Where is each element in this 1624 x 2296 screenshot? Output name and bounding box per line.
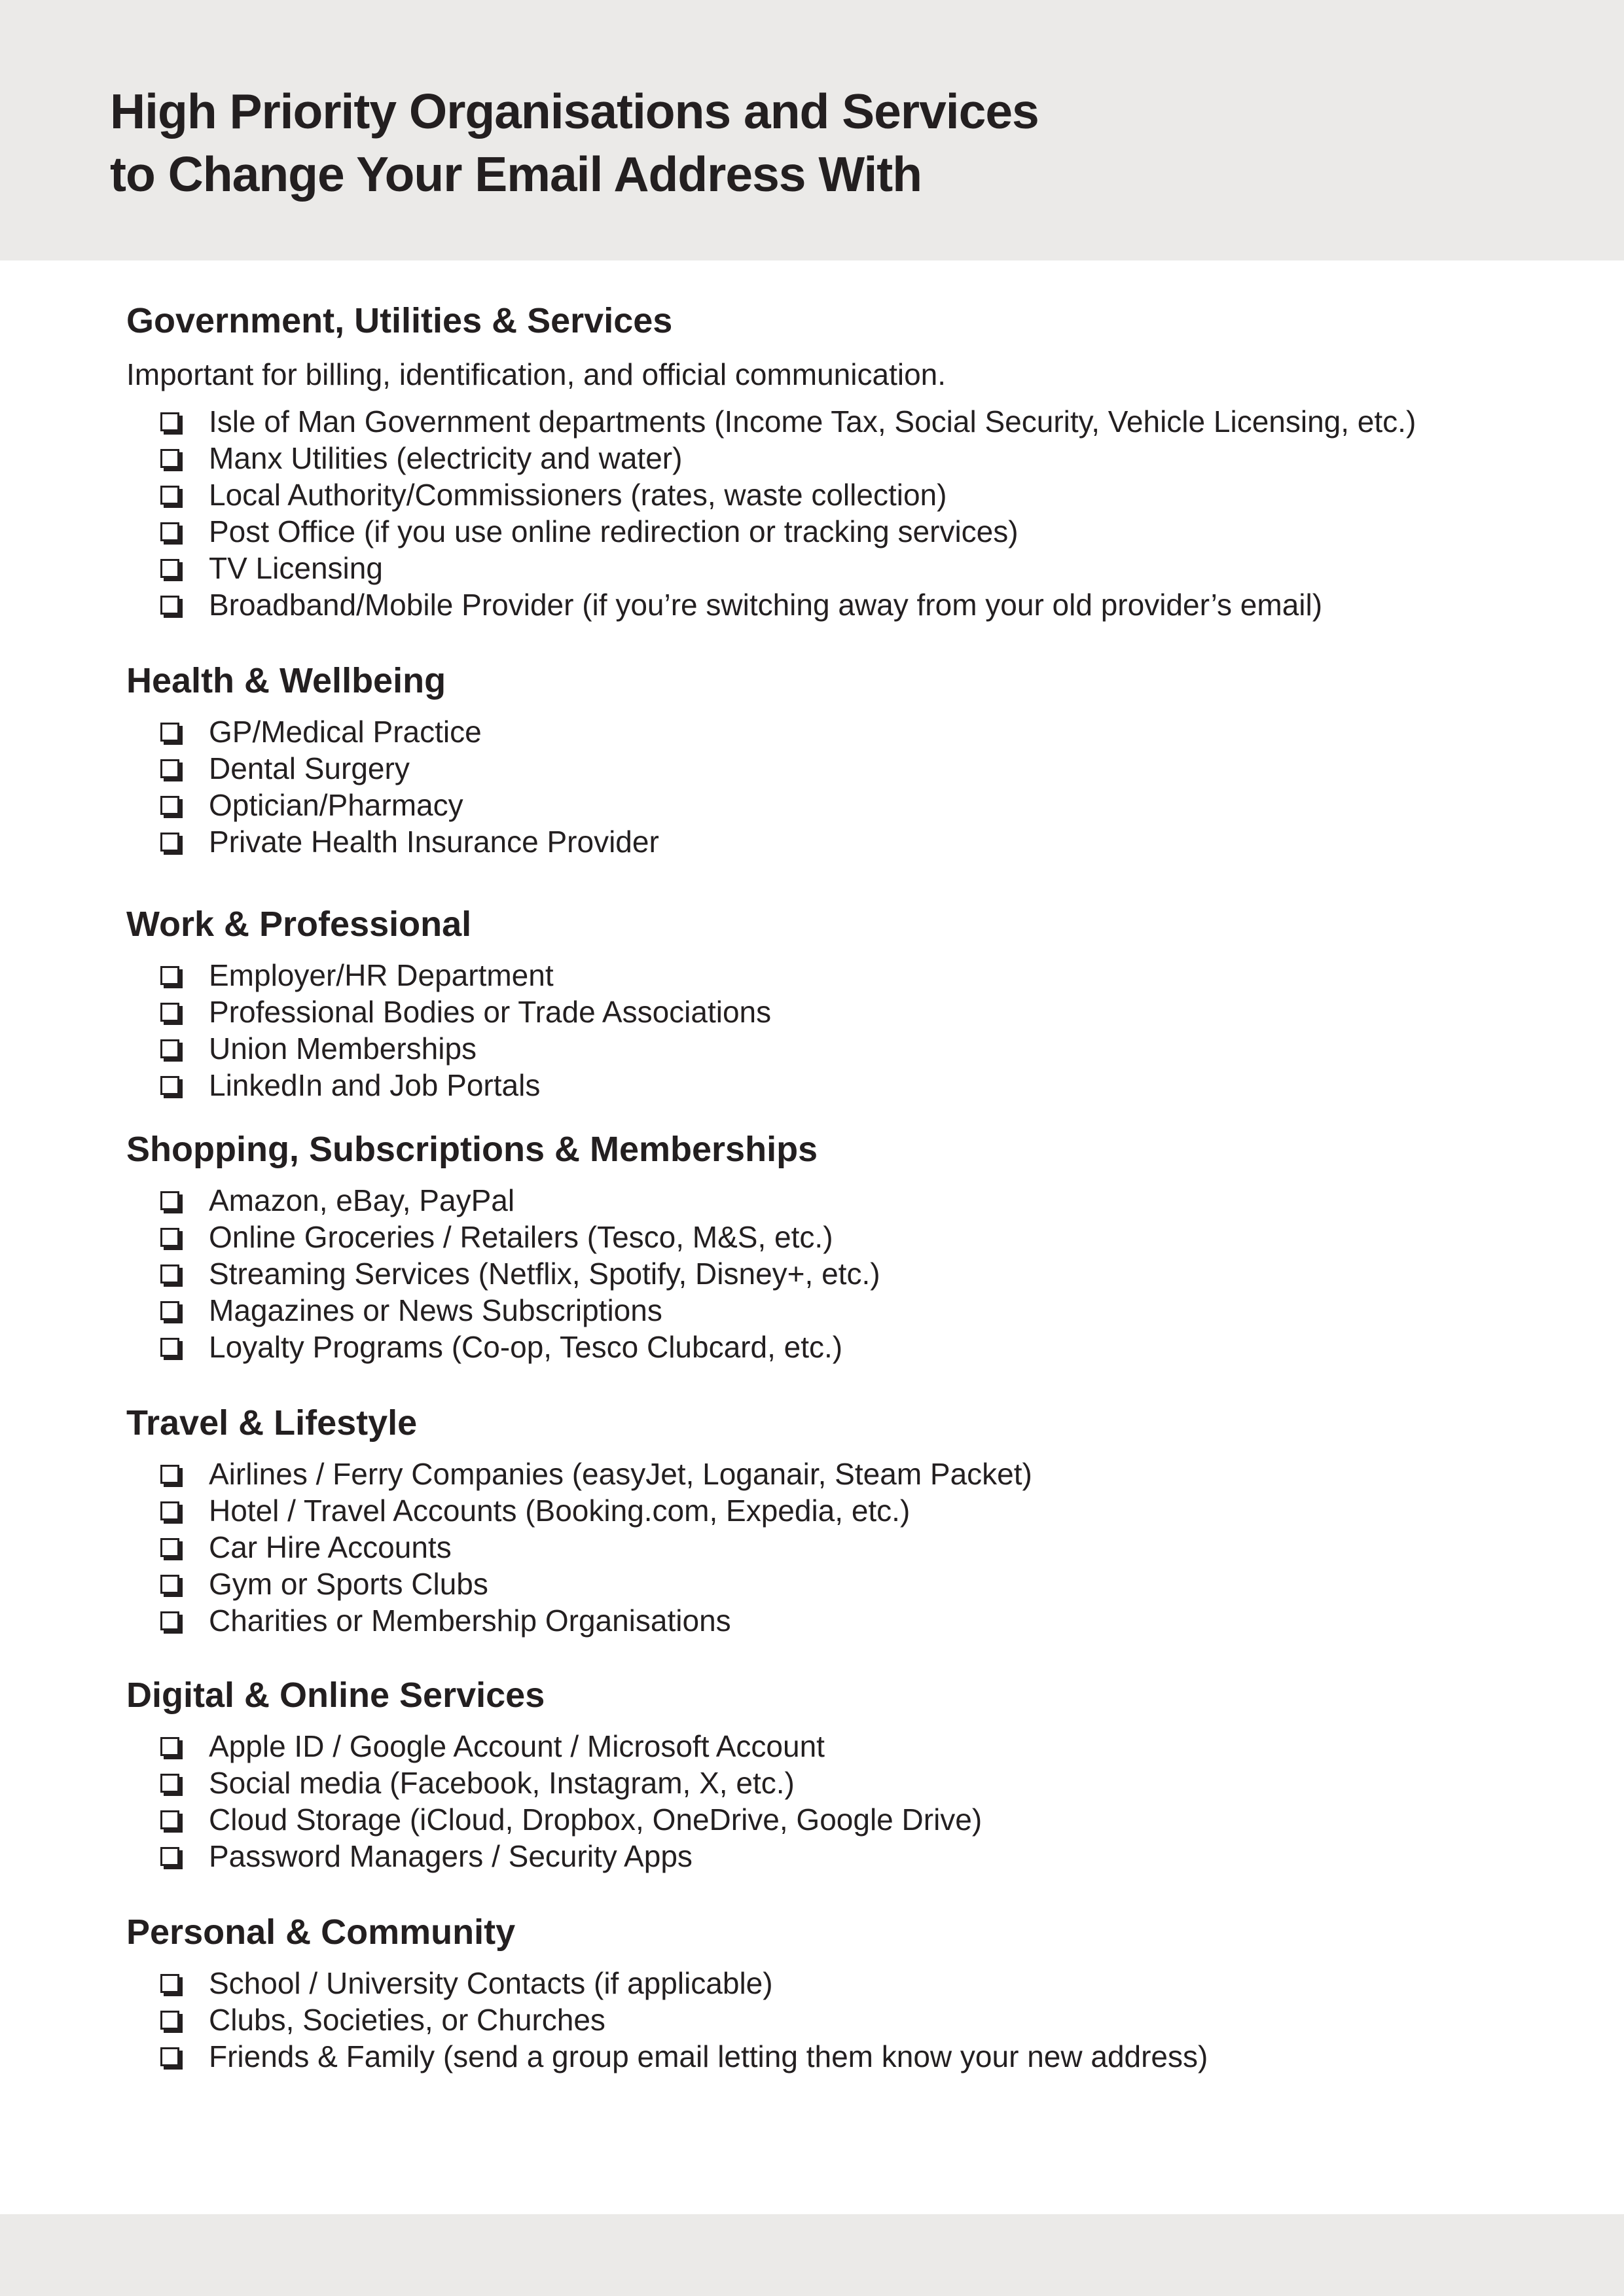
checkbox-icon[interactable]	[160, 1847, 179, 1866]
checkbox-icon[interactable]	[160, 1737, 179, 1756]
checklist-item-label: Streaming Services (Netflix, Spotify, Disney+, etc.)	[209, 1257, 880, 1291]
checkbox-icon[interactable]	[160, 1465, 179, 1484]
checklist-item	[126, 476, 1534, 513]
checkbox-icon[interactable]	[160, 1265, 179, 1283]
section-title: Digital & Online Services	[126, 1676, 545, 1715]
checklist-item	[126, 1965, 1534, 2001]
checklist-item-label: Airlines / Ferry Companies (easyJet, Loganair, Steam Packet)	[209, 1457, 1032, 1491]
footer-band	[0, 2214, 1624, 2296]
checklist-item	[126, 787, 1534, 823]
checklist-item-label: Password Managers / Security Apps	[209, 1839, 693, 1873]
checklist-item	[126, 1292, 1534, 1329]
checkbox-icon[interactable]	[160, 759, 179, 778]
checkbox-icon[interactable]	[160, 2047, 179, 2066]
checkbox-icon[interactable]	[160, 796, 179, 815]
section-title: Health & Wellbeing	[126, 661, 446, 700]
checkbox-icon[interactable]	[160, 966, 179, 985]
checklist-item	[126, 1329, 1534, 1365]
checklist-item-label: Professional Bodies or Trade Associations	[209, 995, 772, 1029]
checklist-item	[126, 1728, 1534, 1765]
section-health	[126, 656, 1534, 860]
checklist-item-label: Local Authority/Commissioners (rates, waste collection)	[209, 478, 947, 512]
checklist-item	[126, 586, 1534, 623]
checklist-item-label: Clubs, Societies, or Churches	[209, 2003, 605, 2037]
checklist-item-label: Cloud Storage (iCloud, Dropbox, OneDrive, Google Drive)	[209, 1803, 983, 1837]
checklist-item-label: Loyalty Programs (Co-op, Tesco Clubcard, etc.)	[209, 1330, 843, 1364]
checkbox-icon[interactable]	[160, 1810, 179, 1829]
section-title: Travel & Lifestyle	[126, 1403, 418, 1443]
checklist-item-label: Post Office (if you use online redirection or tracking services)	[209, 514, 1019, 548]
checklist-item-label: Magazines or News Subscriptions	[209, 1293, 662, 1327]
checklist-item	[126, 1067, 1534, 1103]
checklist-item-label: Car Hire Accounts	[209, 1530, 452, 1564]
checklist-item	[126, 550, 1534, 586]
checklist-item	[126, 1838, 1534, 1874]
checklist	[126, 1448, 1534, 1639]
section-description: Important for billing, identification, and official communication.	[126, 357, 947, 391]
checklist-item-label: Hotel / Travel Accounts (Booking.com, Expedia, etc.)	[209, 1494, 911, 1528]
checklist-item-label: Friends & Family (send a group email letting them know your new address)	[209, 2039, 1208, 2073]
checkbox-icon[interactable]	[160, 1039, 179, 1058]
checklist-item	[126, 1801, 1534, 1838]
checklist-item	[126, 2038, 1534, 2075]
section-title: Shopping, Subscriptions & Memberships	[126, 1130, 818, 1169]
checklist-item	[126, 1566, 1534, 1602]
checkbox-icon[interactable]	[160, 833, 179, 852]
section-personal	[126, 1907, 1534, 2075]
checklist-item-label: LinkedIn and Job Portals	[209, 1068, 541, 1102]
checklist	[126, 395, 1534, 623]
checklist-item-label: Online Groceries / Retailers (Tesco, M&S, etc.)	[209, 1220, 833, 1254]
section-travel	[126, 1398, 1534, 1639]
checklist-item-label: Social media (Facebook, Instagram, X, etc.)	[209, 1766, 795, 1800]
checkbox-icon[interactable]	[160, 1228, 179, 1247]
checklist-item-label: Isle of Man Government departments (Income Tax, Social Security, Vehicle Licensing, etc.)	[209, 404, 1416, 439]
checklist-item	[126, 750, 1534, 787]
checkbox-icon[interactable]	[160, 1191, 179, 1210]
checklist-item	[126, 823, 1534, 860]
checklist-item-label: Manx Utilities (electricity and water)	[209, 441, 683, 475]
checklist-item-label: GP/Medical Practice	[209, 715, 482, 749]
checklist	[126, 1174, 1534, 1365]
checklist-item	[126, 440, 1534, 476]
checklist-item-label: School / University Contacts (if applicable)	[209, 1966, 773, 2000]
checklist-item-label: Broadband/Mobile Provider (if you’re switching away from your old provider’s email)	[209, 588, 1323, 622]
checklist-item	[126, 1182, 1534, 1219]
checklist-item	[126, 1255, 1534, 1292]
checklist-item	[126, 1529, 1534, 1566]
checklist-item-label: Employer/HR Department	[209, 958, 554, 992]
checklist-item	[126, 1219, 1534, 1255]
checklist-item-label: Union Memberships	[209, 1031, 477, 1066]
section-work	[126, 899, 1534, 1103]
checklist	[126, 1957, 1534, 2075]
section-digital	[126, 1670, 1534, 1874]
checkbox-icon[interactable]	[160, 723, 179, 742]
checkbox-icon[interactable]	[160, 1774, 179, 1793]
checklist-item	[126, 713, 1534, 750]
section-title: Government, Utilities & Services	[126, 301, 673, 340]
checkbox-icon[interactable]	[160, 1611, 179, 1630]
checkbox-icon[interactable]	[160, 1501, 179, 1520]
checklist-item-label: Apple ID / Google Account / Microsoft Account	[209, 1729, 825, 1763]
checkbox-icon[interactable]	[160, 1974, 179, 1993]
checkbox-icon[interactable]	[160, 522, 179, 541]
checklist-item	[126, 513, 1534, 550]
checkbox-icon[interactable]	[160, 486, 179, 505]
checklist-item-label: Optician/Pharmacy	[209, 788, 463, 822]
page-title-line-2: to Change Your Email Address With	[110, 147, 922, 202]
checkbox-icon[interactable]	[160, 559, 179, 578]
checklist-item-label: Amazon, eBay, PayPal	[209, 1183, 515, 1217]
checklist-content	[126, 296, 1534, 2075]
checkbox-icon[interactable]	[160, 412, 179, 431]
checklist-item	[126, 1765, 1534, 1801]
checklist-item	[126, 957, 1534, 994]
section-title: Personal & Community	[126, 1912, 516, 1952]
checklist-item	[126, 1492, 1534, 1529]
checkbox-icon[interactable]	[160, 449, 179, 468]
section-shopping	[126, 1124, 1534, 1365]
page-title-line-1: High Priority Organisations and Services	[110, 84, 1039, 139]
checklist-item	[126, 1602, 1534, 1639]
checklist-item	[126, 1030, 1534, 1067]
checkbox-icon[interactable]	[160, 1301, 179, 1320]
checklist-item-label: TV Licensing	[209, 551, 383, 585]
checkbox-icon[interactable]	[160, 1076, 179, 1095]
checkbox-icon[interactable]	[160, 1338, 179, 1357]
checklist	[126, 1720, 1534, 1874]
page-title	[110, 80, 1039, 206]
checklist	[126, 706, 1534, 860]
checklist-item	[126, 2001, 1534, 2038]
section-government	[126, 296, 1534, 623]
checklist	[126, 949, 1534, 1103]
checklist-item	[126, 1456, 1534, 1492]
checklist-item-label: Gym or Sports Clubs	[209, 1567, 488, 1601]
section-title: Work & Professional	[126, 905, 472, 944]
checklist-item	[126, 994, 1534, 1030]
checkbox-icon[interactable]	[160, 1575, 179, 1594]
checkbox-icon[interactable]	[160, 2011, 179, 2030]
checklist-item-label: Dental Surgery	[209, 751, 410, 785]
checkbox-icon[interactable]	[160, 596, 179, 615]
checklist-item	[126, 403, 1534, 440]
checklist-item-label: Charities or Membership Organisations	[209, 1604, 731, 1638]
checkbox-icon[interactable]	[160, 1003, 179, 1022]
checkbox-icon[interactable]	[160, 1538, 179, 1557]
checklist-item-label: Private Health Insurance Provider	[209, 825, 659, 859]
